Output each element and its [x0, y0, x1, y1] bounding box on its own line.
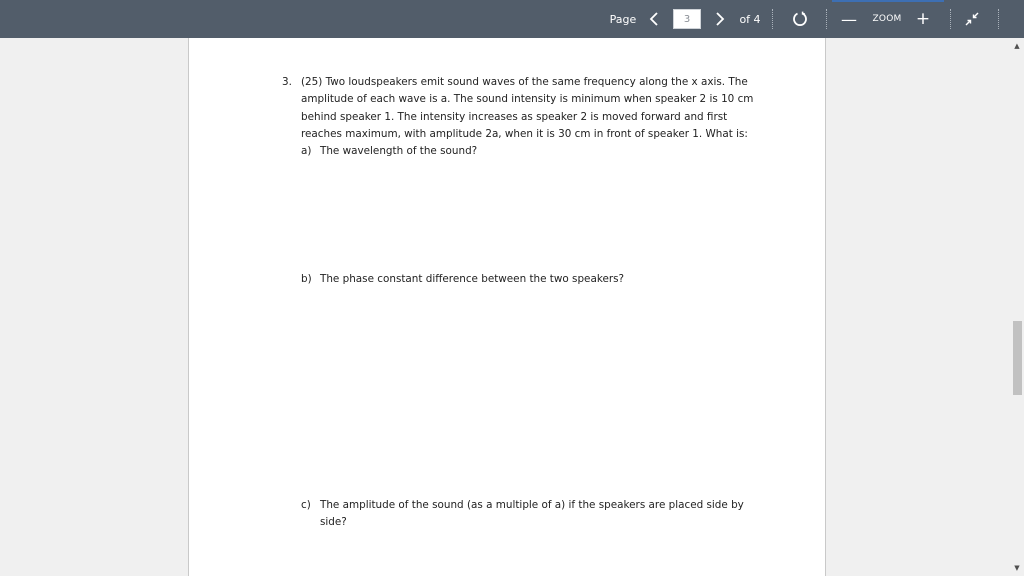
scroll-down-arrow-icon[interactable]: ▼ [1014, 564, 1020, 572]
sub-question-a [301, 143, 477, 160]
page-count-label: of 4 [739, 12, 761, 26]
question-line: (25) Two loudspeakers emit sound waves of the same frequency along the x axis. The [301, 76, 748, 88]
scrollbar-thumb[interactable] [1013, 321, 1022, 395]
sub-question-c [301, 497, 744, 532]
next-page-button[interactable] [710, 0, 730, 38]
zoom-in-button[interactable]: + [915, 9, 931, 29]
toolbar-separator [826, 9, 827, 29]
question-line: amplitude of each wave is a. The sound intensity is minimum when speaker 2 is 10 cm [301, 93, 754, 106]
sub-question-b [301, 271, 624, 288]
page-number-input[interactable] [673, 9, 701, 29]
sub-question-label: a) [301, 145, 312, 157]
scroll-up-arrow-icon[interactable]: ▲ [1014, 42, 1020, 50]
pdf-toolbar [0, 0, 1024, 38]
sub-question-text: The amplitude of the sound (as a multiple of a) if the speakers are placed side by [320, 499, 744, 511]
zoom-out-button[interactable]: — [841, 9, 857, 29]
question-line: behind speaker 1. The intensity increases as speaker 2 is moved forward and first [301, 110, 728, 123]
vertical-scrollbar[interactable] [1010, 38, 1024, 576]
page-number-field-wrap [672, 0, 702, 38]
sub-question-label: b) [301, 273, 312, 285]
question-text [301, 74, 753, 143]
collapse-arrows-icon [965, 12, 979, 26]
toolbar-separator [772, 9, 773, 29]
pdf-page [188, 38, 826, 576]
rotate-button[interactable] [786, 0, 814, 38]
chevron-right-icon [715, 12, 725, 26]
sub-question-text: The phase constant difference between the two speakers? [320, 273, 625, 285]
previous-page-button[interactable] [644, 0, 664, 38]
sub-question-text: The wavelength of the sound? [320, 145, 478, 157]
page-label: Page [609, 12, 637, 26]
rotate-icon [792, 11, 808, 27]
toolbar-separator [998, 9, 999, 29]
sub-question-continuation: side? [320, 516, 347, 529]
sub-question-label: c) [301, 499, 311, 511]
fit-page-button[interactable] [958, 0, 986, 38]
question-line: reaches maximum, with amplitude 2a, when it is 30 cm in front of speaker 1. What is: [301, 127, 748, 140]
zoom-label: ZOOM [872, 14, 902, 24]
question-number: 3. [282, 76, 292, 88]
toolbar-separator [950, 9, 951, 29]
chevron-left-icon [649, 12, 659, 26]
